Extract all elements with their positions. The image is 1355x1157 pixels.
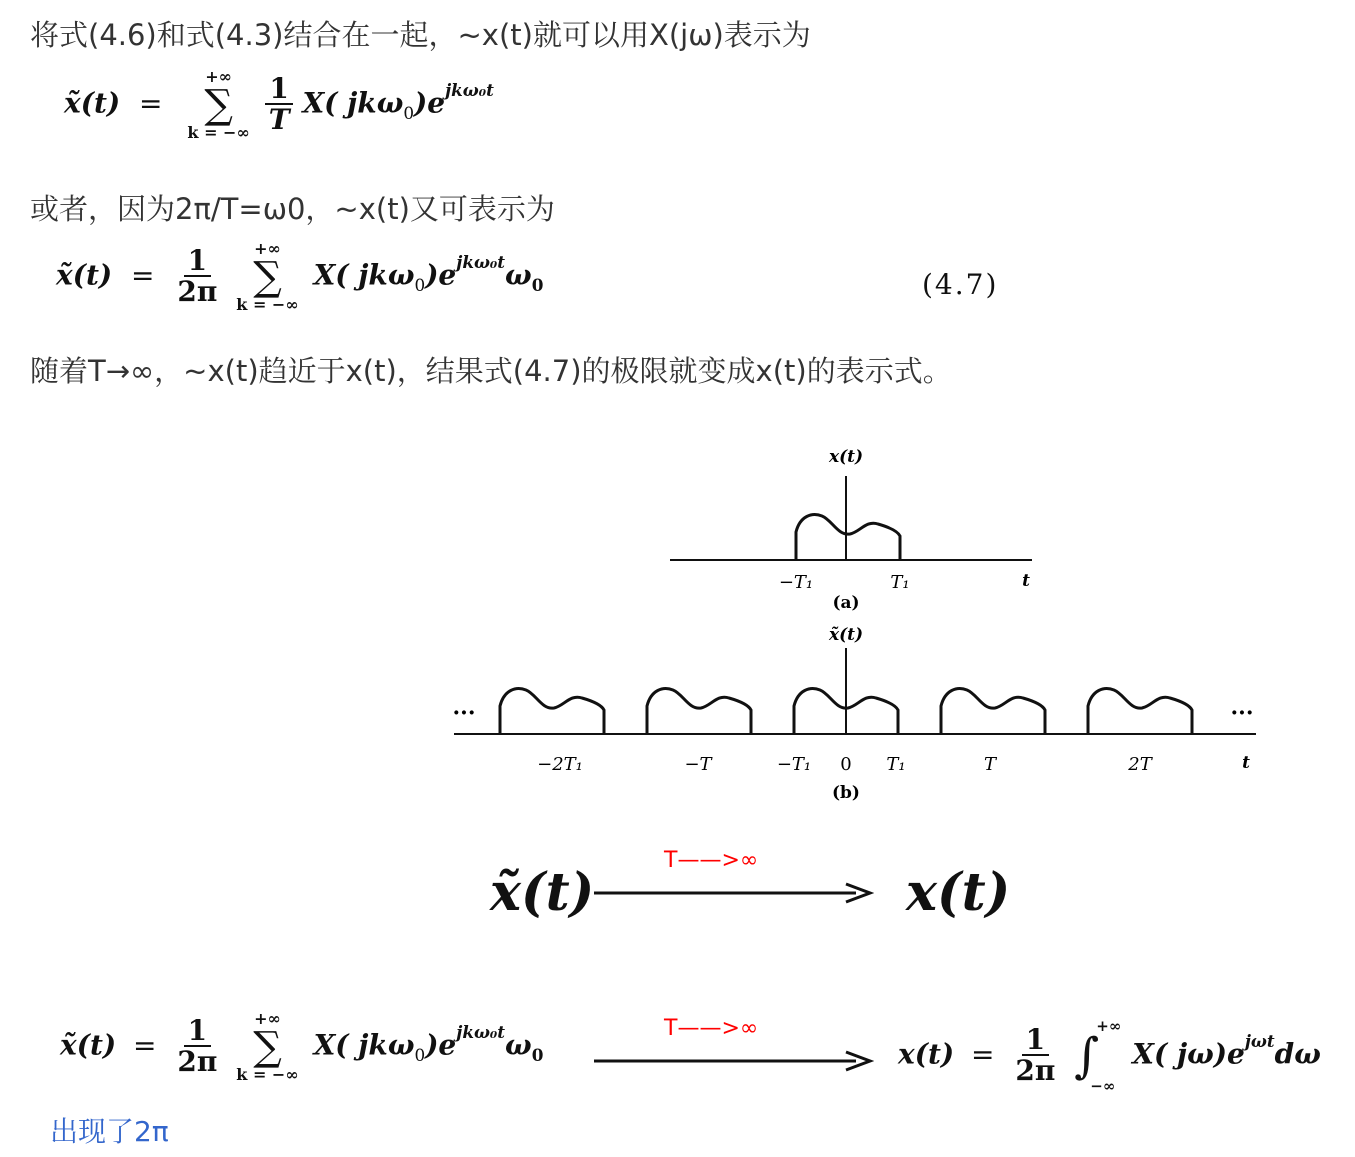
figure-b-pulse	[647, 689, 751, 734]
eq2-tail-sub: 0	[531, 275, 544, 296]
limit2-fraction	[173, 1013, 221, 1079]
eq2-sum	[236, 240, 298, 314]
figure-a-tick-neg-t1: −T₁	[778, 572, 814, 593]
eq2-term-close: )e	[425, 258, 457, 292]
integral-symbol: ∫	[1074, 1028, 1100, 1084]
eq1-lhs: x̃(t)	[64, 86, 121, 120]
limit2-int-lower: −∞	[1090, 1077, 1116, 1095]
eq2-fraction	[173, 243, 221, 309]
figure-a-ylabel: x(t)	[828, 447, 864, 467]
eq1-exponent: jkω₀t	[445, 80, 494, 101]
limit2-arrow	[594, 1048, 874, 1074]
figure-a-caption: (a)	[832, 593, 860, 613]
sigma-symbol: ∑	[253, 254, 282, 300]
limit2-lhs: x̃(t)	[60, 1028, 117, 1062]
figure-b-pulse	[1088, 689, 1192, 734]
limit2-arrow-label: T——>∞	[664, 1016, 759, 1041]
eq2-term: X( jkω	[313, 258, 415, 292]
limit2-tail-sub: 0	[531, 1045, 544, 1066]
limit2-rhs-equals: =	[971, 1037, 995, 1071]
sigma-symbol: ∑	[253, 1024, 282, 1070]
limit2-frac-den: 2π	[177, 1045, 218, 1079]
limit2-left-expression	[60, 1010, 543, 1084]
limit1-arrow-label: T——>∞	[664, 848, 759, 873]
limit2-term-close: )e	[425, 1028, 457, 1062]
figure-a-pulse	[796, 515, 900, 560]
limit2-sum-lower: k = −∞	[236, 1065, 299, 1084]
limit2-term-sub: 0	[414, 1045, 426, 1066]
sigma-symbol: ∑	[204, 82, 233, 128]
limit1-arrow	[594, 880, 874, 906]
equation-number: (4.7)	[922, 268, 999, 301]
limit1-rhs: x(t)	[906, 862, 1011, 923]
figure-a	[670, 447, 1032, 613]
figure-b-pulse	[941, 689, 1045, 734]
equation-1	[64, 68, 494, 142]
eq1-fraction	[265, 71, 294, 137]
figure-b-tick-t: t	[1242, 753, 1250, 773]
eq2-sum-upper: +∞	[254, 239, 281, 258]
limit2-rhs-frac-den: 2π	[1015, 1054, 1056, 1088]
limit2-exponent: jkω₀t	[456, 1022, 506, 1043]
eq1-frac-den: T	[268, 103, 290, 137]
eq1-equals: =	[139, 86, 163, 120]
figure-b	[453, 625, 1256, 803]
limit2-frac-num: 1	[184, 1016, 211, 1047]
eq1-frac-num: 1	[265, 74, 292, 105]
limit2-rhs-lhs: x(t)	[898, 1037, 955, 1071]
figure-b-tick-zero: 0	[840, 754, 852, 775]
eq2-term-sub: 0	[414, 275, 426, 296]
limit1-lhs: x̃(t)	[490, 862, 595, 923]
limit2-equals: =	[133, 1028, 157, 1062]
figure-a-tick-t1: T₁	[890, 572, 910, 593]
eq1-sum	[187, 68, 249, 142]
eq2-lhs: x̃(t)	[56, 258, 113, 292]
eq1-sum-lower: k = −∞	[187, 123, 250, 142]
eq1-term-sub: 0	[403, 103, 415, 124]
eq2-equals: =	[131, 258, 155, 292]
eq1-term-close: )e	[414, 86, 446, 120]
eq2-tail: ω	[505, 258, 532, 292]
figure-b-tick-neg-t1: −T₁	[776, 754, 812, 775]
equation-2	[56, 240, 543, 314]
limit2-rhs-exponent: jωt	[1244, 1031, 1275, 1052]
figure-b-ellipsis-right: ···	[1230, 700, 1254, 726]
limit2-integral	[1074, 1018, 1121, 1094]
eq1-sum-upper: +∞	[205, 67, 232, 86]
limit2-rhs-frac-num: 1	[1022, 1025, 1049, 1056]
limit2-tail: ω	[505, 1028, 532, 1062]
limit2-rhs-fraction	[1011, 1022, 1059, 1088]
figure-b-ylabel: x̃(t)	[828, 625, 864, 645]
paragraph-1: 将式(4.6)和式(4.3)结合在一起，~x(t)就可以用X(jω)表示为	[30, 18, 811, 52]
eq1-term: X( jkω	[302, 86, 404, 120]
eq2-frac-num: 1	[184, 246, 211, 277]
paragraph-3: 随着T→∞，~x(t)趋近于x(t)，结果式(4.7)的极限就变成x(t)的表示式。	[30, 354, 952, 388]
figure-b-tick-2t: 2T	[1128, 754, 1152, 775]
figure-a-tick-t: t	[1022, 571, 1030, 591]
eq2-sum-lower: k = −∞	[236, 295, 299, 314]
figure-b-tick-t1: T₁	[886, 754, 906, 775]
figure-b-tick-neg-2t1: −2T₁	[537, 754, 583, 775]
limit2-sum	[236, 1010, 298, 1084]
note-text: 出现了2π	[50, 1115, 169, 1148]
eq2-frac-den: 2π	[177, 275, 218, 309]
limit2-rhs-term: X( jω)e	[1132, 1037, 1245, 1071]
figure-b-tick-neg-t: −T	[684, 754, 712, 775]
limit2-term: X( jkω	[313, 1028, 415, 1062]
figure-b-pulse	[500, 689, 604, 734]
limit2-int-upper: +∞	[1096, 1017, 1122, 1035]
figure-b-tick-t-big: T	[983, 754, 997, 775]
eq2-exponent: jkω₀t	[456, 252, 506, 273]
signal-figure	[440, 436, 1270, 816]
paragraph-2: 或者，因为2π/T=ω0，~x(t)又可表示为	[30, 192, 555, 226]
limit2-right-expression	[898, 1018, 1321, 1094]
limit2-sum-upper: +∞	[254, 1009, 281, 1028]
figure-b-caption: (b)	[832, 783, 860, 803]
figure-b-ellipsis-left: ···	[452, 700, 476, 726]
limit2-rhs-tail: dω	[1274, 1037, 1321, 1071]
